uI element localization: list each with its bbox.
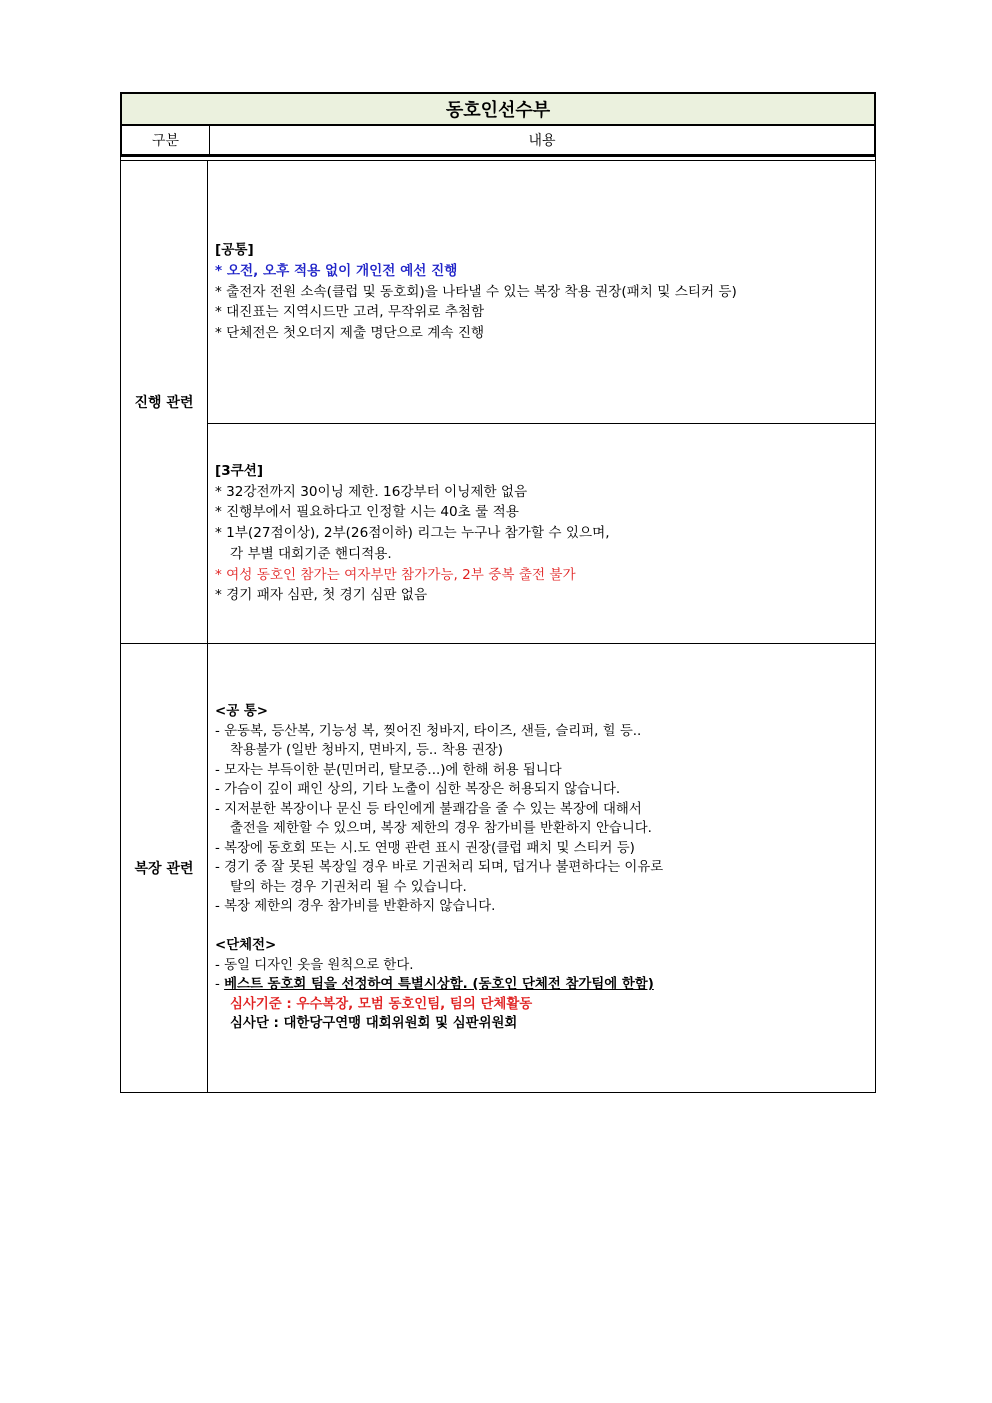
rules-table: [120, 92, 876, 1093]
dress-team-criteria: 심사기준 : 우수복장, 모범 동호인팀, 팀의 단체활동: [230, 996, 533, 1012]
progress-common-cell: [208, 161, 875, 423]
progress-3cushion-item: * 32강전까지 30이닝 제한. 16강부터 이닝제한 없음: [215, 483, 528, 500]
progress-3cushion-cell: [208, 423, 875, 643]
section-progress-label: 진행 관련: [121, 161, 208, 643]
progress-3cushion-item: 각 부별 대회기준 핸디적용.: [230, 545, 392, 562]
progress-common-item: * 오전, 오후 적용 없이 개인전 예선 진행: [215, 262, 458, 279]
progress-3cushion-item: * 경기 패자 심판, 첫 경기 심판 없음: [215, 587, 428, 604]
dress-team-dash: -: [215, 977, 225, 993]
section-progress: [120, 160, 876, 644]
dress-cell: [208, 644, 875, 1092]
dress-common-item: - 지저분한 복장이나 문신 등 타인에게 불쾌감을 줄 수 있는 복장에 대해서: [215, 801, 642, 817]
dress-common-item: - 복장 제한의 경우 참가비를 반환하지 않습니다.: [215, 899, 496, 915]
dress-common-item: 착용불가 (일반 청바지, 면바지, 등.. 착용 권장): [230, 743, 503, 759]
progress-common-item: * 출전자 전원 소속(클럽 및 동호회)을 나타낼 수 있는 복장 착용 권장(패치 및 스티커 등): [215, 283, 737, 300]
dress-team-heading: <단체전>: [215, 938, 277, 954]
progress-common-item: * 대진표는 지역시드만 고려, 무작위로 추첨함: [215, 304, 485, 321]
dress-team-item: - 동일 디자인 옷을 원칙으로 한다.: [215, 957, 414, 973]
table-title: 동호인선수부: [120, 92, 876, 126]
progress-3cushion-heading: [3쿠션]: [215, 462, 264, 479]
section-dress-label: 복장 관련: [121, 644, 208, 1092]
progress-3cushion-item: * 1부(27점이상), 2부(26점이하) 리그는 누구나 참가할 수 있으며,: [215, 525, 610, 542]
dress-team-award-line: [215, 975, 875, 995]
dress-common-item: - 가슴이 깊이 패인 상의, 기타 노출이 심한 복장은 허용되지 않습니다.: [215, 782, 621, 798]
section-dress: [120, 644, 876, 1093]
dress-team-award: 베스트 동호회 팀을 선정하여 특별시상함. (동호인 단체전 참가팀에 한함): [224, 977, 654, 993]
progress-common-item: * 단체전은 첫오더지 제출 명단으로 계속 진행: [215, 325, 485, 342]
dress-common-item: 출전을 제한할 수 있으며, 복장 제한의 경우 참가비를 반환하지 안습니다.: [230, 821, 652, 837]
dress-spacer: [215, 917, 875, 937]
table-header: [120, 126, 876, 157]
dress-common-item: - 경기 중 잘 못된 복장일 경우 바로 기권처리 되며, 덥거나 불편하다는 이유로: [215, 860, 664, 876]
progress-common-heading: [공통]: [215, 242, 254, 258]
header-category: 구분: [122, 126, 210, 154]
header-content: 내용: [528, 133, 556, 149]
dress-common-item: - 모자는 부득이한 분(민머리, 탈모증...)에 한해 허용 됩니다: [215, 762, 562, 778]
dress-team-judges: 심사단 : 대한당구연맹 대회위원회 및 심판위원회: [230, 1016, 518, 1032]
progress-3cushion-item: * 여성 동호인 참가는 여자부만 참가가능, 2부 중복 출전 불가: [215, 566, 576, 583]
progress-3cushion-item: * 진행부에서 필요하다고 인정할 시는 40초 룰 적용: [215, 504, 519, 521]
dress-common-heading: <공 통>: [215, 704, 268, 720]
dress-common-item: 탈의 하는 경우 기권처리 될 수 있습니다.: [230, 879, 467, 895]
dress-common-item: - 운동복, 등산복, 기능성 복, 찢어진 청바지, 타이즈, 샌들, 슬리퍼, 힐 등..: [215, 723, 642, 739]
dress-common-item: - 복장에 동호회 또는 시.도 연맹 관련 표시 권장(클럽 패치 및 스티커 등): [215, 840, 635, 856]
